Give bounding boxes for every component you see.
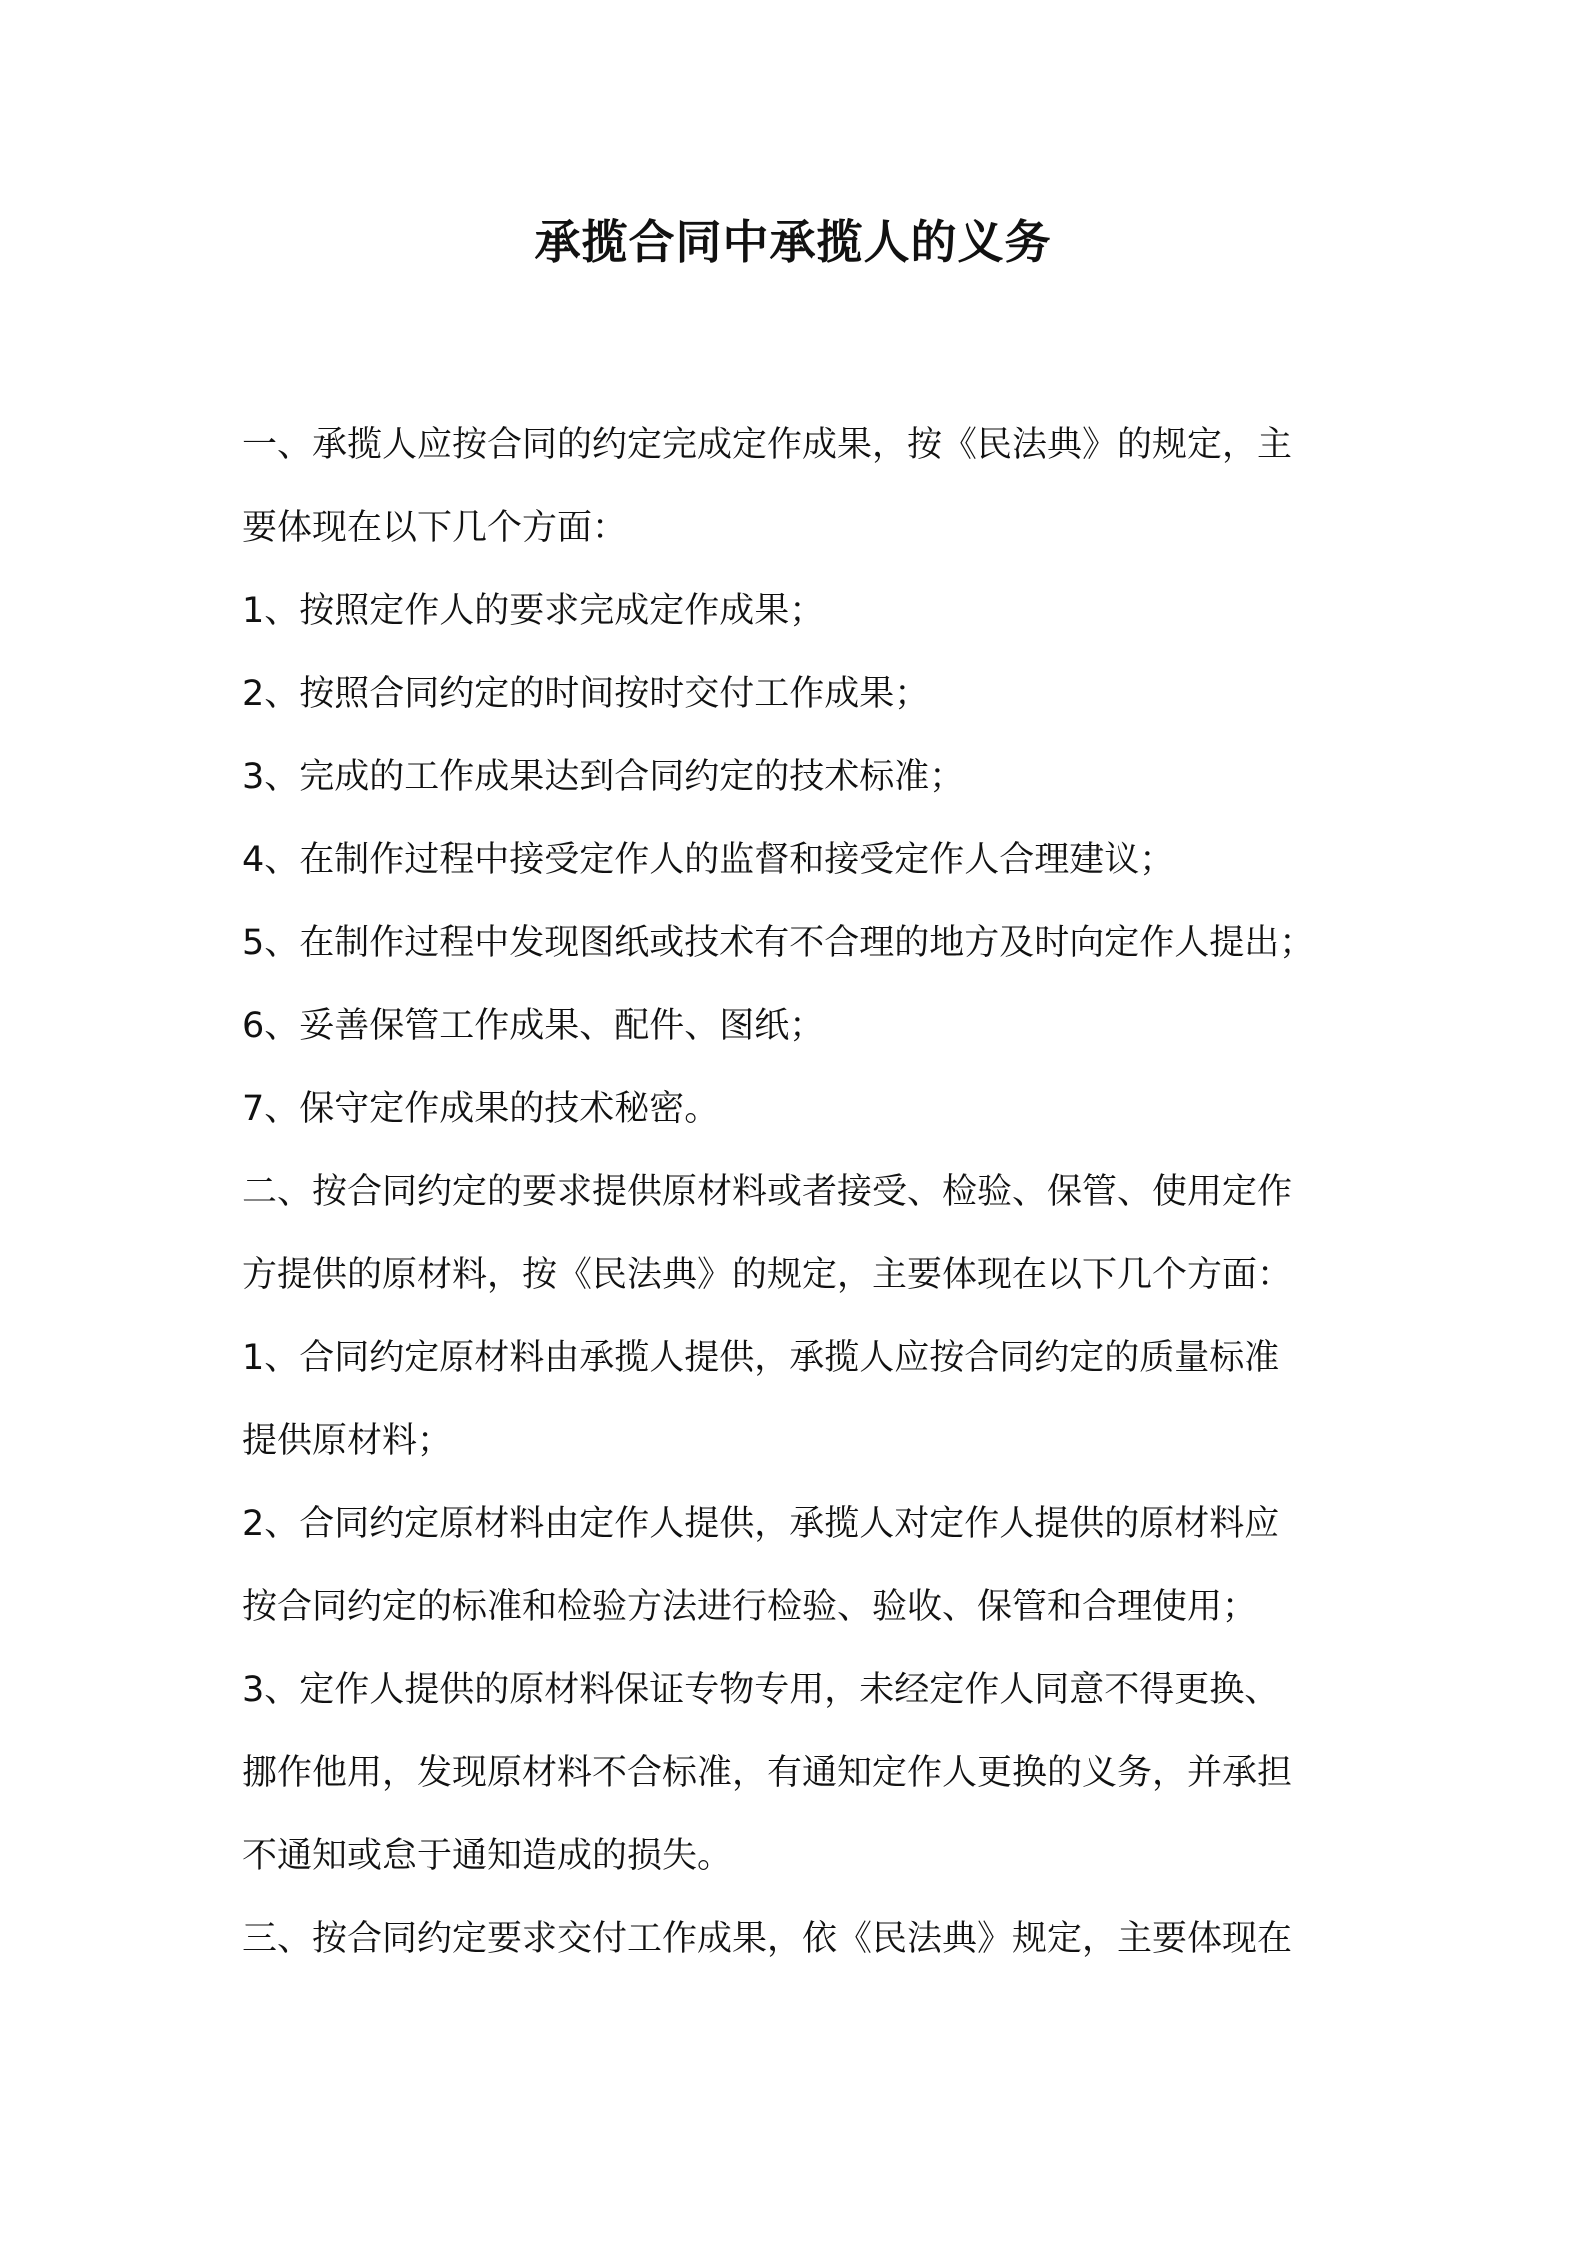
list-item: 2、合同约定原材料由定作人提供，承揽人对定作人提供的原材料应 [242, 1504, 1280, 1544]
list-item: 6、妥善保管工作成果、配件、图纸； [242, 1006, 825, 1046]
list-item: 4、在制作过程中接受定作人的监督和接受定作人合理建议； [242, 840, 1175, 880]
list-item: 按合同约定的标准和检验方法进行检验、验收、保管和合理使用； [242, 1587, 1258, 1627]
list-item: 提供原材料； [242, 1421, 453, 1461]
paragraph-line: 要体现在以下几个方面： [242, 508, 628, 548]
list-item: 3、完成的工作成果达到合同约定的技术标准； [242, 757, 965, 797]
document-body [242, 404, 1362, 1981]
paragraph-line: 三、按合同约定要求交付工作成果，依《民法典》规定，主要体现在 [242, 1919, 1293, 1959]
paragraph-line: 方提供的原材料，按《民法典》的规定，主要体现在以下几个方面： [242, 1255, 1293, 1295]
paragraph-line: 二、按合同约定的要求提供原材料或者接受、检验、保管、使用定作 [242, 1172, 1293, 1212]
list-item: 1、按照定作人的要求完成定作成果； [242, 591, 825, 631]
list-item: 5、在制作过程中发现图纸或技术有不合理的地方及时向定作人提出； [242, 923, 1315, 963]
paragraph-line: 一、承揽人应按合同的约定完成定作成果，按《民法典》的规定，主 [242, 425, 1293, 465]
list-item: 挪作他用，发现原材料不合标准，有通知定作人更换的义务，并承担 [242, 1753, 1293, 1793]
list-item: 7、保守定作成果的技术秘密。 [242, 1089, 720, 1129]
list-item: 3、定作人提供的原材料保证专物专用，未经定作人同意不得更换、 [242, 1670, 1280, 1710]
page-title: 承揽合同中承揽人的义务 [534, 215, 1052, 269]
list-item: 2、按照合同约定的时间按时交付工作成果； [242, 674, 930, 714]
list-item: 不通知或怠于通知造成的损失。 [242, 1836, 733, 1876]
list-item: 1、合同约定原材料由承揽人提供，承揽人应按合同约定的质量标准 [242, 1338, 1280, 1378]
